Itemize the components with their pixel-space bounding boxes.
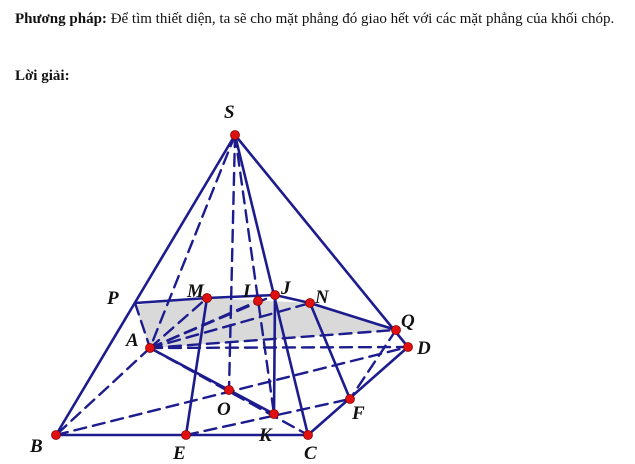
point-N <box>306 299 315 308</box>
label-I: I <box>243 281 251 302</box>
point-A <box>146 344 155 353</box>
point-E <box>182 431 191 440</box>
solution-heading: Lời giải: <box>15 68 70 84</box>
point-Q <box>392 326 401 335</box>
label-K: K <box>259 425 272 446</box>
label-S: S <box>224 102 235 123</box>
label-F: F <box>352 403 365 424</box>
point-I <box>254 297 263 306</box>
point-S <box>231 131 240 140</box>
label-C: C <box>304 443 317 464</box>
segment-MJ <box>207 295 275 298</box>
label-J: J <box>281 278 291 299</box>
label-E: E <box>173 443 186 464</box>
point-K <box>270 410 279 419</box>
label-B: B <box>30 436 43 457</box>
point-B <box>52 431 61 440</box>
method-text: Để tìm thiết diện, ta sẽ cho mặt phẳng đó giao hết với các mặt phẳng của khối chóp. <box>106 11 615 27</box>
edge-AB <box>56 348 150 435</box>
label-A: A <box>126 330 139 351</box>
label-Q: Q <box>401 311 415 332</box>
point-O <box>225 386 234 395</box>
label-D: D <box>417 338 431 359</box>
point-C <box>304 431 313 440</box>
segment-JK <box>274 295 275 414</box>
point-D <box>404 343 413 352</box>
point-J <box>271 291 280 300</box>
label-P: P <box>107 288 119 309</box>
edge-SB <box>56 135 235 435</box>
method-label: Phương pháp: <box>15 11 107 27</box>
label-N: N <box>315 287 329 308</box>
label-O: O <box>217 399 231 420</box>
edge-AD <box>150 347 408 348</box>
segment-SO <box>229 135 235 390</box>
label-M: M <box>187 281 204 302</box>
